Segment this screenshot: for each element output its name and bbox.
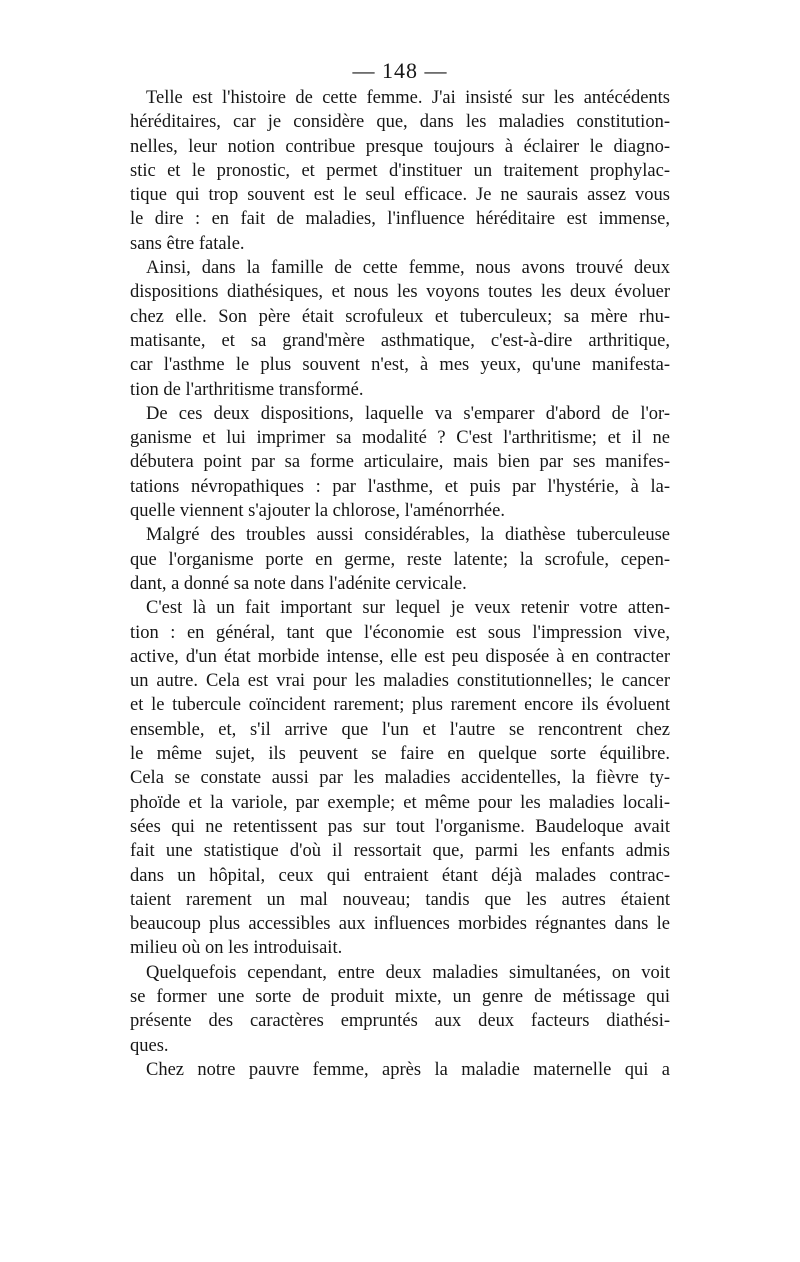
text-line: débutera point par sa forme articulaire, mais bien par ses manifes- (130, 452, 670, 473)
text-line: Telle est l'histoire de cette femme. J'ai insisté sur les antécédents (146, 88, 670, 108)
text-line: Cela se constate aussi par les maladies accidentelles, la fièvre ty- (130, 768, 670, 789)
text-line: car l'asthme le plus souvent n'est, à mes yeux, qu'une manifesta- (130, 355, 670, 376)
text-line: beaucoup plus accessibles aux influences morbides régnantes dans le (130, 914, 670, 935)
text-line: dispositions diathésiques, et nous les voyons toutes les deux évoluer (130, 282, 670, 303)
text-line: dans un hôpital, ceux qui entraient étant déjà malades contrac- (130, 865, 670, 886)
text-line: ensemble, et, s'il arrive que l'un et l'autre se rencontrent chez (130, 719, 670, 740)
text-line: ques. (130, 1035, 169, 1056)
text-line: milieu où on les introduisait. (130, 938, 343, 959)
text-line: tion de l'arthritisme transformé. (130, 379, 364, 400)
text-line: C'est là un fait important sur lequel je veux retenir votre atten- (146, 598, 670, 619)
text-line: De ces deux dispositions, laquelle va s'emparer d'abord de l'or- (146, 403, 670, 424)
text-line: le dire : en fait de maladies, l'influence héréditaire est immense, (130, 209, 670, 230)
text-line: Chez notre pauvre femme, après la maladie maternelle qui a (146, 1059, 670, 1080)
text-line: Ainsi, dans la famille de cette femme, nous avons trouvé deux (146, 258, 670, 279)
text-line: tations névropathiques : par l'asthme, et puis par l'hystérie, à la- (130, 476, 670, 497)
text-line: ganisme et lui imprimer sa modalité ? C'est l'arthritisme; et il ne (130, 428, 670, 449)
body-text (130, 86, 670, 1082)
text-line: tion : en général, tant que l'économie est sous l'impression vive, (130, 622, 670, 643)
text-line: présente des caractères empruntés aux deux facteurs diathési- (130, 1011, 670, 1032)
text-line: chez elle. Son père était scrofuleux et tuberculeux; sa mère rhu- (130, 306, 670, 327)
text-line: taient rarement un mal nouveau; tandis que les autres étaient (130, 889, 670, 910)
text-line: Malgré des troubles aussi considérables, la diathèse tuberculeuse (146, 525, 670, 546)
text-line: héréditaires, car je considère que, dans les maladies constitution- (130, 112, 670, 133)
text-line: tique qui trop souvent est le seul efficace. Je ne saurais assez vous (130, 185, 670, 206)
text-line: quelle viennent s'ajouter la chlorose, l'aménorrhée. (130, 501, 505, 522)
text-line: sées qui ne retentissent pas sur tout l'organisme. Baudeloque avait (130, 816, 670, 837)
text-line: matisante, et sa grand'mère asthmatique, c'est-à-dire arthritique, (130, 330, 670, 351)
text-line: que l'organisme porte en germe, reste latente; la scrofule, cepen- (130, 549, 670, 570)
text-line: Quelquefois cependant, entre deux maladies simultanées, on voit (146, 962, 670, 983)
text-line: stic et le pronostic, et permet d'instituer un traitement prophylac- (130, 160, 670, 181)
text-line: un autre. Cela est vrai pour les maladies constitutionnelles; le cancer (130, 671, 670, 692)
text-line: phoïde et la variole, par exemple; et même pour les maladies locali- (130, 792, 670, 813)
page-number: — 148 — (352, 58, 448, 83)
text-line: dant, a donné sa note dans l'adénite cervicale. (130, 573, 467, 594)
text-line: fait une statistique d'où il ressortait que, parmi les enfants admis (130, 841, 670, 862)
text-line: se former une sorte de produit mixte, un genre de métissage qui (130, 986, 670, 1007)
text-line: sans être fatale. (130, 233, 245, 254)
text-line: nelles, leur notion contribue presque toujours à éclairer le diagno- (130, 136, 670, 157)
text-line: active, d'un état morbide intense, elle est peu disposée à en contracter (130, 646, 670, 667)
text-line: le même sujet, ils peuvent se faire en quelque sorte équilibre. (130, 744, 670, 765)
text-line: et le tubercule coïncident rarement; plus rarement encore ils évoluent (130, 695, 670, 716)
